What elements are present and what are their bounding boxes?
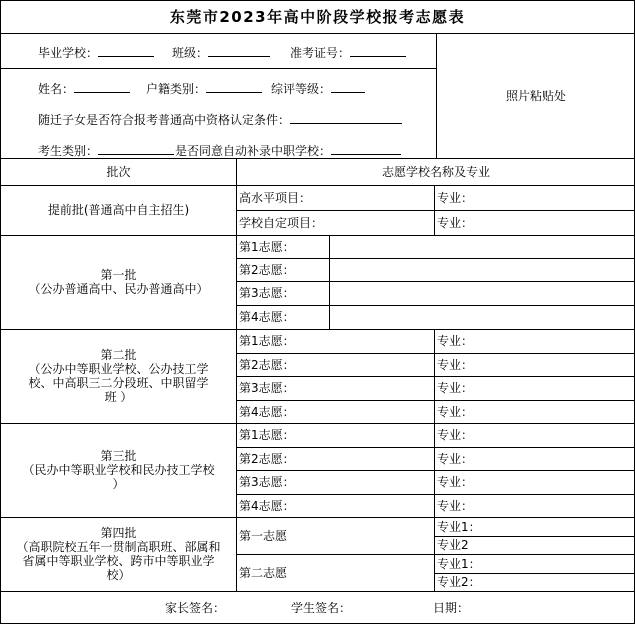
school-defined-project-label: 学校自定项目： [239,215,324,230]
auto-admission-label: 是否同意自动补录中职学校： [175,144,332,158]
wish-label: 第二志愿 [239,565,288,580]
batch4-wish-1-major-2[interactable] [434,536,635,555]
batch3-wish-1[interactable] [236,423,435,448]
wish-label: 第2志愿： [239,451,295,466]
major-label: 专业2 [437,538,469,552]
parent-signature-label: 家长签名： [165,601,226,615]
batch3-wish-1-major[interactable] [434,423,635,448]
exam-number-field[interactable] [290,45,406,60]
school-field[interactable] [38,45,154,60]
batch2-label [0,329,237,424]
batch2-wish-1[interactable] [236,329,435,354]
wish-label: 第3志愿： [239,475,295,489]
batch2-wish-3[interactable] [236,376,435,401]
batch-header [0,158,237,186]
major-label: 专业： [437,404,474,419]
batch1-title: 第一批 [100,268,137,282]
choice-header-label: 志愿学校名称及专业 [381,164,490,179]
batch4-wish-2[interactable] [236,554,435,592]
parent-signature[interactable] [165,601,225,615]
major-label: 专业1： [437,519,481,534]
hukou-label: 户籍类别： [146,82,207,96]
batch4-subtitle: （高职院校五年一贯制高职班、部属和省属中等职业学校、跨市中等职业学校） [16,540,221,582]
batch3-title: 第三批 [100,449,137,463]
major-label: 专业： [437,451,474,466]
wish-label: 第一志愿 [239,528,288,543]
batch1-wish-3-school[interactable] [329,281,635,306]
grade-label: 综评等级： [271,82,332,96]
school-label: 毕业学校： [38,46,99,60]
eligibility-label: 随迁子女是否符合报考普通高中资格认定条件： [38,113,291,127]
wish-label: 第3志愿： [239,286,295,300]
wish-label: 第2志愿： [239,262,295,277]
photo-area [436,33,635,159]
batch2-wish-1-major[interactable] [434,329,635,354]
batch1-wish-1[interactable] [236,235,330,259]
batch3-wish-3[interactable] [236,470,435,495]
early-row-2[interactable] [236,210,435,236]
wish-label: 第4志愿： [239,498,295,513]
batch3-subtitle: （民办中等职业学校和民办技工学校 ） [22,463,215,491]
batch3-label [0,423,237,518]
batch2-wish-4-major[interactable] [434,400,635,424]
name-field[interactable] [38,81,130,96]
wish-label: 第4志愿： [239,310,295,324]
wish-label: 第4志愿： [239,404,295,419]
batch1-wish-4-school[interactable] [329,305,635,330]
early-row-1[interactable] [236,185,435,211]
date-field[interactable] [433,601,469,615]
batch4-title: 第四批 [100,526,137,540]
early-batch-text: 提前批(普通高中自主招生) [47,203,190,217]
major-label: 专业： [437,215,474,230]
early-row-2-major[interactable] [434,210,635,236]
major-label: 专业： [437,381,474,395]
student-signature[interactable] [291,601,351,615]
name-label: 姓名： [38,82,75,96]
class-field[interactable] [172,45,270,60]
batch1-wish-1-school[interactable] [329,235,635,259]
date-label: 日期： [433,601,470,615]
major-label: 专业： [437,190,474,205]
batch2-wish-4[interactable] [236,400,435,424]
class-label: 班级： [172,46,209,60]
batch3-wish-3-major[interactable] [434,470,635,495]
high-level-project-label: 高水平项目： [239,190,312,205]
batch-header-label: 批次 [106,164,131,179]
auto-admission-field[interactable] [175,143,401,158]
batch4-wish-1[interactable] [236,517,435,555]
exam-number-label: 准考证号： [290,46,351,60]
major-label: 专业： [437,334,474,348]
batch3-wish-2[interactable] [236,447,435,471]
batch1-wish-2-school[interactable] [329,258,635,282]
batch2-wish-2[interactable] [236,353,435,377]
batch2-wish-3-major[interactable] [434,376,635,401]
batch1-wish-2[interactable] [236,258,330,282]
batch4-wish-1-major-1[interactable] [434,517,635,537]
wish-label: 第2志愿： [239,357,295,372]
batch4-wish-2-major-2[interactable] [434,573,635,592]
early-row-1-major[interactable] [434,185,635,211]
wish-label: 第1志愿： [239,428,295,442]
batch3-wish-4-major[interactable] [434,494,635,518]
batch1-wish-3[interactable] [236,281,330,306]
eligibility-field[interactable] [38,112,402,127]
major-label: 专业2： [437,575,481,589]
major-label: 专业： [437,498,474,513]
hukou-field[interactable] [146,81,262,96]
major-label: 专业： [437,357,474,372]
early-batch-label [0,185,237,236]
wish-label: 第1志愿： [239,334,295,348]
wish-label: 第1志愿： [239,239,295,254]
major-label: 专业： [437,475,474,489]
form-title: 东莞市2023年高中阶段学校报考志愿表 [0,0,635,34]
batch4-wish-2-major-1[interactable] [434,554,635,574]
batch2-subtitle: （公办中等职业学校、公办技工学校、中高职三二分段班、中职留学班 ） [28,362,209,404]
candidate-type-label: 考生类别： [38,144,99,158]
grade-field[interactable] [271,81,365,96]
batch1-label [0,235,237,330]
batch3-wish-2-major[interactable] [434,447,635,471]
major-label: 专业： [437,428,474,442]
major-label: 专业1： [437,556,481,571]
batch3-wish-4[interactable] [236,494,435,518]
batch2-title: 第二批 [100,348,137,362]
choice-header [236,158,635,186]
candidate-type-field[interactable] [38,143,174,158]
wish-label: 第3志愿： [239,381,295,395]
batch4-label [0,517,237,592]
batch2-wish-2-major[interactable] [434,353,635,377]
photo-label: 照片粘贴处 [505,88,566,103]
student-signature-label: 学生签名： [291,601,352,615]
batch1-wish-4[interactable] [236,305,330,330]
batch1-subtitle: （公办普通高中、民办普通高中） [28,282,209,296]
